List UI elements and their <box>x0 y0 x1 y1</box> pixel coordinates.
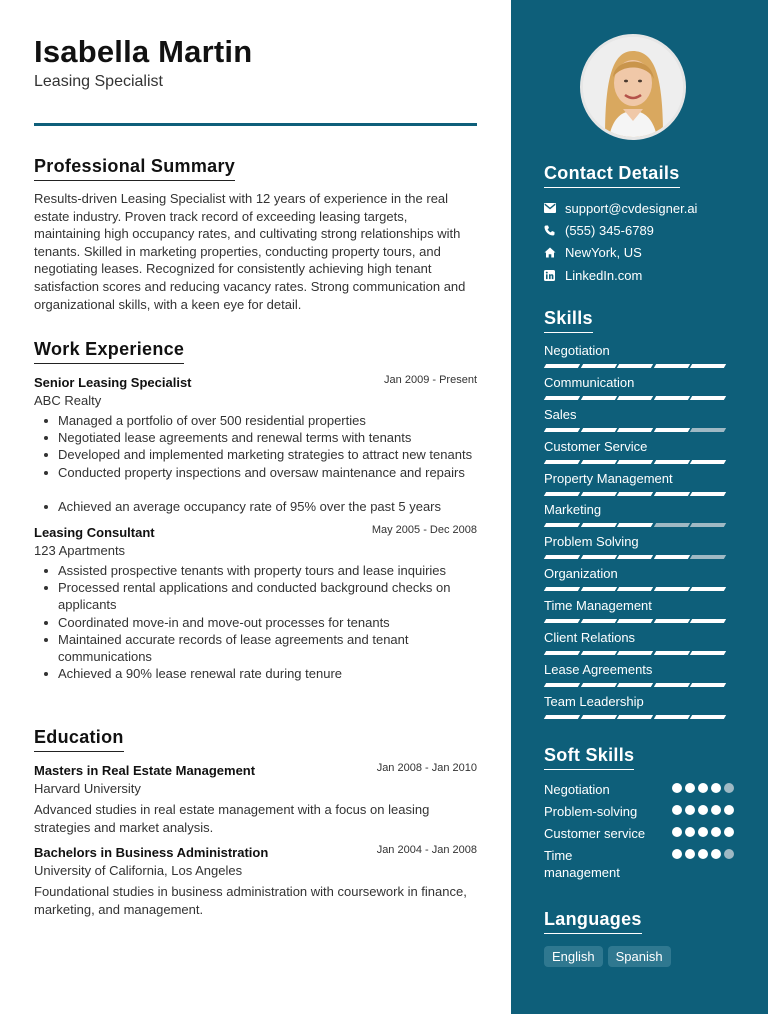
soft-skills-section <box>544 745 734 881</box>
soft-skill-name: Problem-solving <box>544 804 638 819</box>
skill-level-segment <box>544 651 580 655</box>
skill-level-segment <box>653 523 689 527</box>
skill-level-segment <box>690 683 726 687</box>
profile-photo <box>580 34 686 140</box>
candidate-name: Isabella Martin <box>34 34 253 69</box>
summary-title: Professional Summary <box>34 156 235 181</box>
job-bullets <box>34 562 477 682</box>
soft-skill-row <box>544 825 734 842</box>
rating-dot <box>698 827 708 837</box>
rating-dot <box>711 783 721 793</box>
list-item: Managed a portfolio of over 500 residential properties <box>34 412 477 429</box>
skill-name: Communication <box>544 374 635 390</box>
skill-level-segment <box>617 523 653 527</box>
job-company: ABC Realty <box>34 393 102 408</box>
linkedin-icon <box>544 270 565 281</box>
skill-level-segment <box>544 715 580 719</box>
education-entry <box>34 844 477 918</box>
rating-dot <box>724 827 734 837</box>
soft-skill-row <box>544 781 734 798</box>
skill-level-bar <box>545 715 725 719</box>
skill-name: Sales <box>544 406 577 422</box>
rating-dot <box>672 827 682 837</box>
skill-level-segment <box>617 651 653 655</box>
skill-level-segment <box>653 364 689 368</box>
rating-dot <box>685 827 695 837</box>
contact-phone[interactable] <box>544 219 734 241</box>
candidate-role: Leasing Specialist <box>34 73 163 90</box>
skill-row <box>544 662 734 694</box>
skill-level-bar <box>545 683 725 687</box>
skill-level-segment <box>580 587 616 591</box>
skill-level-bar <box>545 619 725 623</box>
education-desc: Foundational studies in business administration with coursework in finance, marketing, and management. <box>34 884 467 917</box>
skill-level-segment <box>544 396 580 400</box>
list-item: Maintained accurate records of lease agreements and tenant communications <box>34 631 477 665</box>
rating-dot <box>672 805 682 815</box>
skill-name: Organization <box>544 566 618 582</box>
language-tag: Spanish <box>608 946 671 967</box>
phone-text: (555) 345-6789 <box>565 222 654 238</box>
soft-skill-rating <box>672 827 734 837</box>
skill-name: Customer Service <box>544 438 648 454</box>
school-name: Harvard University <box>34 781 141 796</box>
degree-title: Masters in Real Estate Management <box>34 763 256 778</box>
skill-level-segment <box>690 555 726 559</box>
skill-level-segment <box>544 492 580 496</box>
rating-dot <box>724 783 734 793</box>
skill-level-segment <box>690 460 726 464</box>
rating-dot <box>724 849 734 859</box>
job-header <box>34 524 477 542</box>
job-company: 123 Apartments <box>34 543 126 559</box>
skill-level-segment <box>653 492 689 496</box>
skill-level-segment <box>690 619 726 623</box>
skill-level-bar <box>545 492 725 496</box>
experience-title: Work Experience <box>34 339 184 364</box>
skill-level-segment <box>580 428 616 432</box>
summary-text: Results-driven Leasing Specialist with 12 years of experience in the real estate industry. Proven track record of exceeding leasing targets, maintaining high occupancy rates, and cultivating strong relationships with tenants. Skilled in marketing properties, conducting property tours, and negotiating leases. Recognized for consistently achieving high tenant satisfaction scores and reducing vacancy rates. Strong communication and organizational skills, with a keen eye for detail. <box>34 191 466 312</box>
contact-linkedin[interactable] <box>544 264 734 286</box>
job-date: Jan 2009 - Present <box>384 374 477 386</box>
rating-dot <box>672 849 682 859</box>
skill-row <box>544 534 734 566</box>
rating-dot <box>685 849 695 859</box>
education-desc: Advanced studies in real estate management with a focus on leasing strategies and market analysis. <box>34 802 430 835</box>
skill-level-segment <box>544 364 580 368</box>
skill-level-segment <box>617 555 653 559</box>
rating-dot <box>711 805 721 815</box>
skill-level-segment <box>544 555 580 559</box>
skill-level-segment <box>653 619 689 623</box>
education-entry <box>34 762 477 836</box>
skill-level-segment <box>544 460 580 464</box>
soft-skills-title: Soft Skills <box>544 745 634 770</box>
skill-level-bar <box>545 364 725 368</box>
location-text: NewYork, US <box>565 245 642 261</box>
education-title: Education <box>34 727 124 752</box>
list-item: Achieved a 90% lease renewal rate during tenure <box>34 665 477 682</box>
languages-section <box>544 909 734 967</box>
rating-dot <box>672 783 682 793</box>
languages-title: Languages <box>544 909 642 934</box>
job-title: Senior Leasing Specialist <box>34 375 192 390</box>
skill-level-segment <box>617 364 653 368</box>
languages-list <box>544 946 734 967</box>
skill-level-segment <box>617 396 653 400</box>
soft-skill-rating <box>672 783 734 793</box>
rating-dot <box>685 805 695 815</box>
skill-name: Negotiation <box>544 343 610 358</box>
skill-row <box>544 471 734 503</box>
skill-row <box>544 375 734 407</box>
skill-level-segment <box>653 396 689 400</box>
school-name: University of California, Los Angeles <box>34 863 243 879</box>
email-text: support@cvdesigner.ai <box>565 200 698 216</box>
contact-section <box>544 163 734 286</box>
job-header <box>34 374 477 392</box>
skill-row <box>544 598 734 630</box>
skill-level-segment <box>580 492 616 496</box>
skill-level-segment <box>580 364 616 368</box>
skills-list <box>544 343 734 726</box>
skill-level-segment <box>690 587 726 591</box>
list-item: Conducted property inspections and oversaw maintenance and repairs <box>34 464 477 481</box>
rating-dot <box>698 805 708 815</box>
skill-level-segment <box>580 460 616 464</box>
skill-level-segment <box>653 715 689 719</box>
education-date: Jan 2004 - Jan 2008 <box>376 844 477 857</box>
rating-dot <box>698 849 708 859</box>
skill-level-segment <box>690 715 726 719</box>
list-item: Coordinated move-in and move-out processes for tenants <box>34 614 477 631</box>
skill-level-segment <box>580 523 616 527</box>
list-item: Developed and implemented marketing strategies to attract new tenants <box>34 446 477 463</box>
skill-level-segment <box>653 460 689 464</box>
skill-row <box>544 694 734 726</box>
skill-level-segment <box>653 555 689 559</box>
skill-level-segment <box>653 683 689 687</box>
header-divider <box>34 123 477 126</box>
skill-name: Client Relations <box>544 630 636 646</box>
skill-name: Lease Agreements <box>544 661 653 677</box>
skills-section <box>544 308 734 726</box>
skill-level-segment <box>653 587 689 591</box>
skills-title: Skills <box>544 308 593 333</box>
job-entry <box>34 524 477 682</box>
education-header <box>34 762 477 780</box>
skill-level-segment <box>617 683 653 687</box>
degree-title: Bachelors in Business Administration <box>34 845 269 861</box>
phone-icon <box>544 225 565 236</box>
skill-row <box>544 502 734 534</box>
sidebar <box>511 0 768 1014</box>
rating-dot <box>724 805 734 815</box>
skill-name: Property Management <box>544 470 673 486</box>
skill-level-segment <box>544 619 580 623</box>
soft-skills-list <box>544 781 734 881</box>
list-item: Assisted prospective tenants with property tours and lease inquiries <box>34 562 477 579</box>
skill-row <box>544 439 734 471</box>
summary-section <box>34 156 477 313</box>
rating-dot <box>685 783 695 793</box>
skill-row <box>544 407 734 439</box>
skill-level-segment <box>580 619 616 623</box>
skill-row <box>544 630 734 662</box>
soft-skill-name: Negotiation <box>544 782 610 797</box>
job-title: Leasing Consultant <box>34 525 155 541</box>
contact-location <box>544 242 734 264</box>
skill-level-segment <box>544 587 580 591</box>
skill-level-segment <box>690 428 726 432</box>
linkedin-text: LinkedIn.com <box>565 267 643 283</box>
list-item: Achieved an average occupancy rate of 95% over the past 5 years <box>34 498 477 515</box>
education-section <box>34 727 477 918</box>
skill-level-segment <box>580 651 616 655</box>
skill-level-segment <box>544 683 580 687</box>
education-header <box>34 844 477 862</box>
job-date: May 2005 - Dec 2008 <box>371 524 477 537</box>
skill-name: Problem Solving <box>544 534 639 550</box>
job-bullets <box>34 412 477 515</box>
soft-skill-name: Time management <box>544 848 620 880</box>
skill-row <box>544 343 734 375</box>
contact-email[interactable] <box>544 197 734 219</box>
skill-level-segment <box>690 492 726 496</box>
soft-skill-row <box>544 847 734 881</box>
skill-level-segment <box>580 715 616 719</box>
list-item: Negotiated lease agreements and renewal terms with tenants <box>34 429 477 446</box>
skill-name: Team Leadership <box>544 693 644 709</box>
skill-level-bar <box>545 428 725 432</box>
soft-skill-rating <box>672 805 734 815</box>
contact-title: Contact Details <box>544 163 680 188</box>
soft-skill-name: Customer service <box>544 826 646 841</box>
experience-section <box>34 339 477 682</box>
rating-dot <box>711 827 721 837</box>
skill-level-segment <box>690 396 726 400</box>
skill-level-bar <box>545 587 725 591</box>
skill-level-segment <box>617 715 653 719</box>
soft-skill-rating <box>672 849 734 859</box>
rating-dot <box>711 849 721 859</box>
skill-level-segment <box>653 651 689 655</box>
skill-level-segment <box>617 587 653 591</box>
rating-dot <box>698 783 708 793</box>
skill-level-segment <box>690 651 726 655</box>
skill-level-segment <box>580 683 616 687</box>
skill-level-segment <box>617 619 653 623</box>
skill-row <box>544 566 734 598</box>
list-item: Processed rental applications and conducted background checks on applicants <box>34 579 477 613</box>
education-date: Jan 2008 - Jan 2010 <box>376 762 477 774</box>
skill-level-bar <box>545 460 725 464</box>
skill-level-segment <box>617 492 653 496</box>
envelope-icon <box>544 203 565 213</box>
skill-level-bar <box>545 651 725 655</box>
skill-level-segment <box>653 428 689 432</box>
skill-level-segment <box>690 364 726 368</box>
job-entry <box>34 374 477 515</box>
skill-level-segment <box>617 460 653 464</box>
skill-level-bar <box>545 523 725 527</box>
skill-level-segment <box>580 555 616 559</box>
skill-level-segment <box>617 428 653 432</box>
skill-level-segment <box>544 523 580 527</box>
skill-name: Time Management <box>544 598 652 614</box>
skill-level-bar <box>545 396 725 400</box>
home-icon <box>544 247 565 258</box>
soft-skill-row <box>544 803 734 820</box>
skill-level-segment <box>580 396 616 400</box>
language-tag: English <box>544 946 603 967</box>
skill-name: Marketing <box>544 502 602 518</box>
skill-level-segment <box>690 523 726 527</box>
skill-level-bar <box>545 555 725 559</box>
skill-level-segment <box>544 428 580 432</box>
